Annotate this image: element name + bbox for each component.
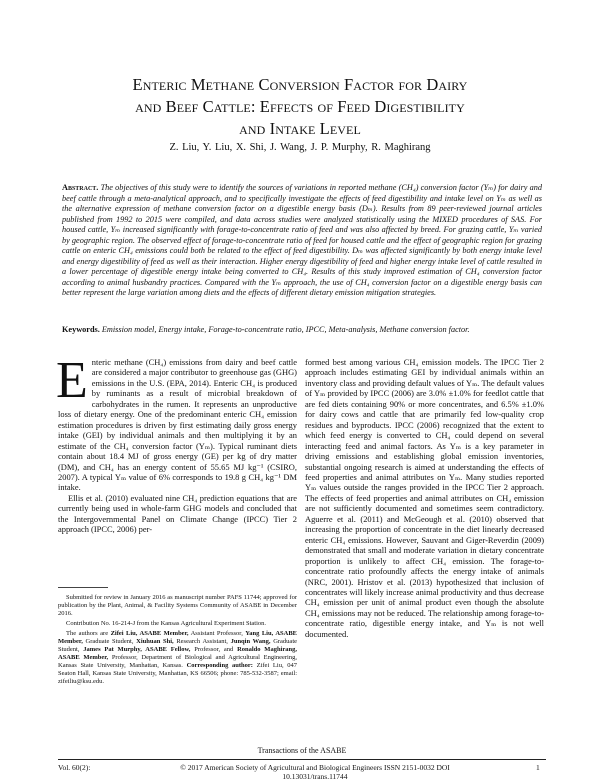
fn-bold: Junqin Wang,: [230, 638, 271, 646]
fn-text: Zifei Liu, 047 Seaton Hall, Kansas State University, Manhattan, KS 66506; phone: 785-532-3587; email: zifeiliu@ksu.edu.: [58, 662, 297, 686]
body-paragraph: Ellis et al. (2010) evaluated nine CH₄ prediction equations that are currently being used in whole-farm GHG models and concluded that the Intergovernmental Panel on Climate Change (IPCC) Tier 2 approach (IPCC, 2006) per-: [58, 492, 297, 535]
fn-text: Assistant Professor,: [188, 630, 246, 638]
footnote-authors: [58, 630, 297, 686]
journal-name: Transactions of the ASABE: [257, 746, 347, 755]
fn-text: Professor, and: [190, 646, 238, 654]
fn-text: The authors are: [66, 630, 111, 638]
title-line-1: Enteric Methane Conversion Factor for Dairy: [132, 75, 468, 94]
body-column-left: [56, 352, 297, 535]
fn-text: Research Assistant,: [173, 638, 231, 646]
body-paragraph: formed best among various CH₄ emission models. The IPCC Tier 2 approach includes estimating GEI by individual animals within an inventory class and providing default values of Yₘ. The default values of Yₘ provided by IPCC (2006) are 3.0% ±1.0% for feedlot cattle that are fed diets containing 90% or more concentrates, and 6.5% ±1.0% for dairy cows and cattle that are primarily fed low-quality crop residues and byproducts. IPCC (2006) recognized that the extent to which feed energy is converted to CH₄ could depend on several interacting feed and animal factors. As Yₘ is a key parameter in driving emissions and establishing global emission inventories, substantial ongoing research is aimed at understanding the effects of feed properties and animal attributes on Yₘ. Many studies reported Yₘ values outside the ranges provided in the IPCC Tier 2 approach. The effects of feed properties and animal attributes on CH₄ emission are not sufficiently documented and sometimes seem contradictory. Aguerre et al. (2011) and McGeough et al. (2010) observed that increasing the proportion of concentrate in the diet linearly decreased enteric CH₄ emissions. However, Sauvant and Giger-Reverdin (2009) demonstrated that small and moderate variation in dietary concentrate proportion is unlikely to affect CH₄ emission. The forage-to-concentrate ratio profoundly affects the energy intake of animals (NRC, 2001). Hristov et al. (2013) hypothesized that inclusion of concentrates will likely increase animal productivity and thus decrease CH₄ emission per unit of animal product even though the absolute CH₄ emissions may not be reduced. The relationship among forage-to-concentrate ratio, digestible energy intake, and Yₘ is not well documented.: [305, 357, 544, 639]
keywords: [62, 325, 542, 336]
volume-info: Vol. 60(2):: [58, 763, 91, 772]
title-line-2: and Beef Cattle: Effects of Feed Digestibility: [135, 97, 465, 116]
author-list: Z. Liu, Y. Liu, X. Shi, J. Wang, J. P. Murphy, R. Maghirang: [169, 142, 431, 153]
drop-cap: E: [56, 352, 88, 409]
footer-rule: [58, 759, 546, 760]
footnote-rule: [58, 587, 108, 588]
body-paragraph: [56, 352, 297, 493]
abstract-label: Abstract.: [62, 183, 99, 192]
footnotes: [58, 594, 297, 689]
fn-text: Professor, Department of Biological and Agricultural Engineering, Kansas State University, Manhattan, Kansas.: [58, 654, 297, 670]
fn-text: Graduate Student,: [58, 638, 298, 654]
fn-bold: James Pat Murphy, ASABE Fellow,: [83, 646, 191, 654]
page-number: 1: [536, 763, 540, 772]
title-line-3: and Intake Level: [239, 119, 361, 138]
paragraph-text: nteric methane (CH₄) emissions from dairy and beef cattle are considered a major contributor to greenhouse gas (GHG) emissions in the U.S. (EPA, 2014). Enteric CH₄ is produced by ruminants as a result of microbial breakdown of carbohydrates in the rumen. It represents an unproductive loss of dietary energy. One of the predominant enteric CH₄ emission estimation procedures is driven by first estimating daily gross energy intake (GEI) by individual animals and then multiplying it by an estimate of the CH₄ conversion factor (Yₘ). Typical ruminant diets contain about 18.4 MJ of gross energy (GE) per kg of dry matter (DM), and CH₄ has an energy content of 55.65 MJ kg⁻¹ (CSIRO, 2007). A typical Yₘ value of 6% corresponds to 19.8 g CH₄ kg⁻¹ DM intake.: [58, 357, 297, 493]
paper-title: [40, 74, 560, 140]
fn-bold: Yang Liu, ASABE Member,: [58, 630, 297, 646]
fn-bold: Xiuhuan Shi,: [136, 638, 174, 646]
abstract: [62, 183, 542, 299]
fn-bold: Zifei Liu, ASABE Member,: [110, 630, 189, 638]
abstract-text: The objectives of this study were to identify the sources of variations in reported methane (CH₄) conversion factor (Yₘ) for dairy and beef cattle through a meta-analytical approach, and to specifically investigate the effects of feed digestibility and intake level on Yₘ as well as the alternative expression of methane conversion factor on a digestible energy basis (Dₘ). Results from 89 peer-reviewed journal articles published from 1992 to 2015 were compiled, and data across studies were analyzed statistically using the MIXED procedures of SAS. For housed cattle, Yₘ increased significantly with forage-to-concentrate ratio of feed and was also affected by breed. For grazing cattle, Yₘ varied by geographic region. The observed effect of forage-to-concentrate ratio of feed for housed cattle and the effect of geographic region for grazing cattle on enteric CH₄ emissions could both be related to the effect of feed digestibility. Dₘ was affected significantly by both energy intake level and energy digestibility of feed as well as their interaction. Higher energy digestibility of feed and higher energy intake level of cattle resulted in a lower percentage of digestible energy intake being converted to CH₄. Results of this study improved estimation of CH₄ conversion factor according to animal husbandry practices. Compared with the Yₘ approach, the use of CH₄ conversion factor on a digestible energy basis can better represent the large variation among diets and the effects of different dietary emission mitigation strategies.: [62, 183, 542, 298]
copyright-line: © 2017 American Society of Agricultural and Biological Engineers ISSN 2151-0032 DOI 10.13031/trans.11744: [180, 763, 450, 781]
fn-bold: Ronaldo Maghirang, ASABE Member,: [58, 646, 297, 662]
keywords-text: Emission model, Energy intake, Forage-to-concentrate ratio, IPCC, Meta-analysis, Methane conversion factor.: [101, 325, 470, 334]
body-column-right: [305, 357, 544, 639]
footnote-submission: Submitted for review in January 2016 as manuscript number PAFS 11744; approved for publication by the Plant, Animal, & Facility Systems Community of ASABE in December 2016.: [58, 594, 297, 618]
footnote-contribution: Contribution No. 16-214-J from the Kansas Agricultural Experiment Station.: [66, 620, 267, 628]
keywords-label: Keywords.: [62, 325, 100, 334]
fn-text: Graduate Student,: [82, 638, 137, 646]
fn-bold: Corresponding author:: [186, 662, 253, 670]
